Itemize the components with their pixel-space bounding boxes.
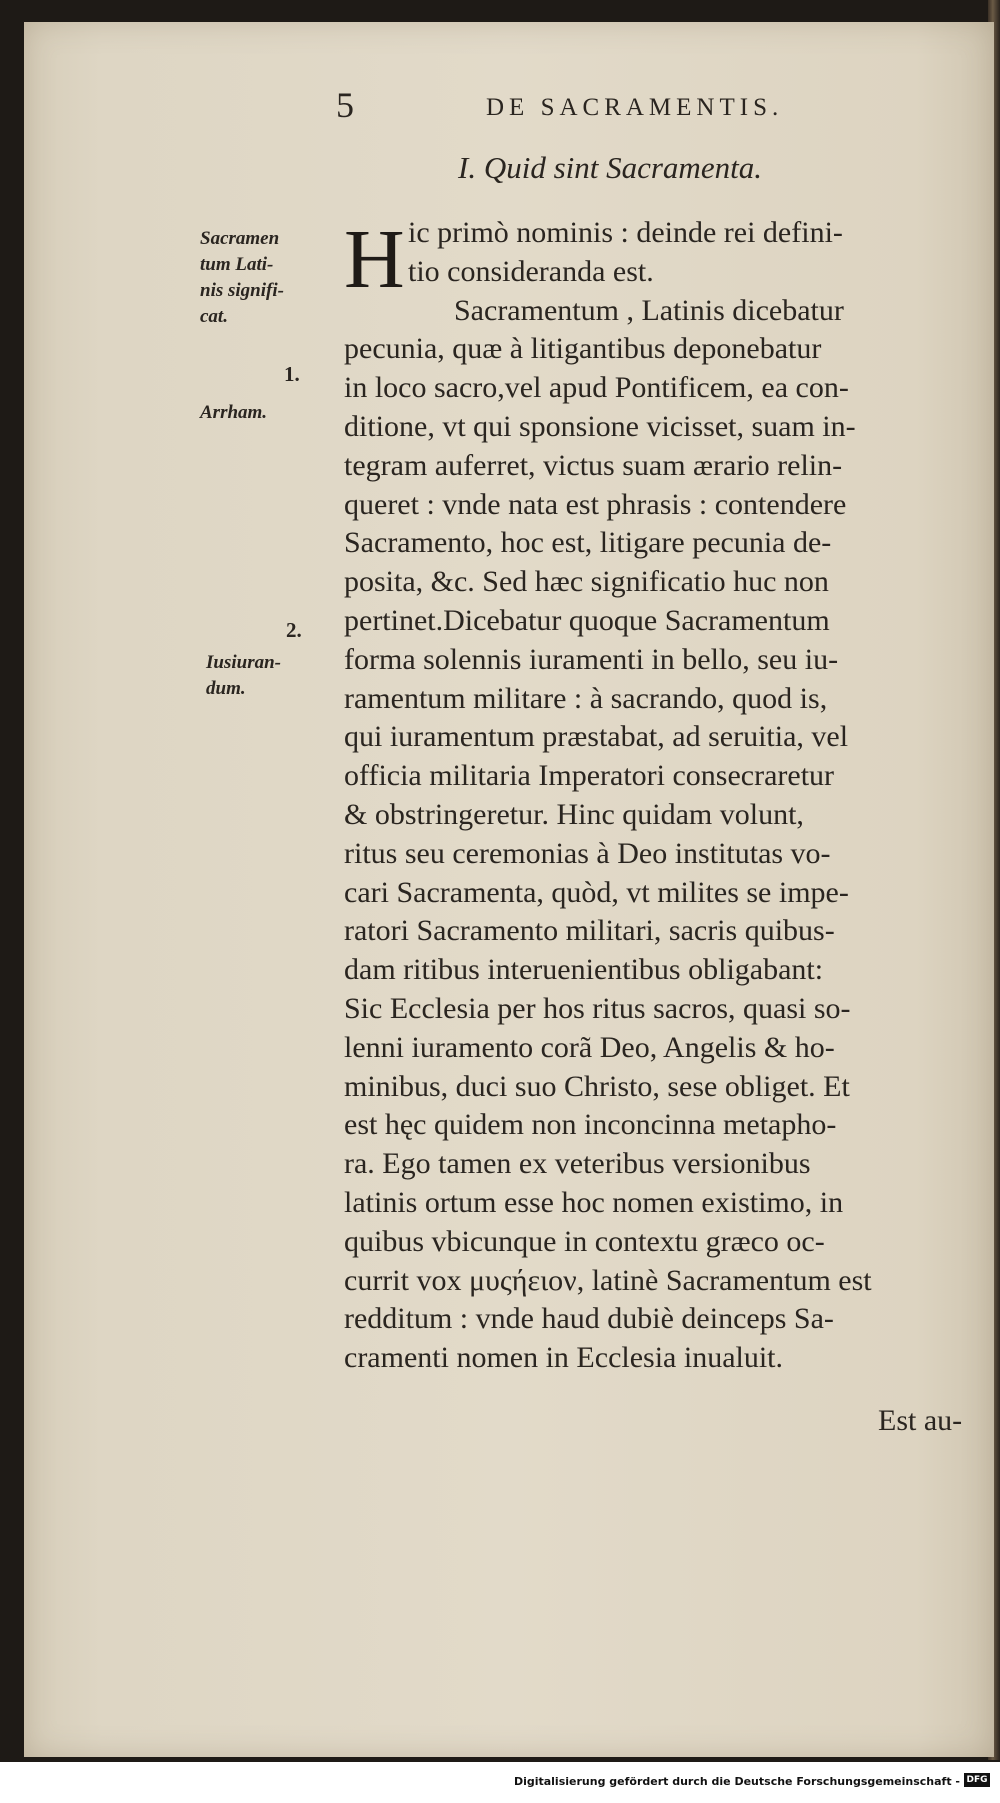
text-line: queret : vnde nata est phrasis : contendere [344, 487, 847, 521]
page-number: 5 [336, 85, 354, 125]
margin-note-arrham: Arrham. [200, 402, 268, 423]
margin-number-2: 2. [286, 618, 302, 642]
margin-note-iusiurandum [206, 650, 281, 702]
margin-number-1: 1. [284, 362, 300, 386]
digitization-credit: Digitalisierung gefördert durch die Deutsche Forschungsgemeinschaft - [513, 1775, 960, 1788]
text-line: posita, &c. Sed hæc significatio huc non [344, 565, 829, 599]
text-line: ditione, vt qui sponsione vicisset, suam in- [344, 409, 856, 443]
text-line: quibus vbicunque in contextu græco oc- [344, 1224, 825, 1258]
text-line: cari Sacramenta, quòd, vt milites se impe- [344, 875, 849, 909]
catchword: Est au- [878, 1404, 963, 1437]
text-line: redditum : vnde haud dubiè deinceps Sa- [344, 1302, 834, 1336]
text-line: est hęc quidem non inconcinna metapho- [344, 1108, 837, 1142]
text-line: ratori Sacramento militari, sacris quibus- [344, 914, 835, 948]
margin-note-sacramentum [200, 226, 284, 330]
section-heading: I. Quid sint Sacramenta. [458, 150, 762, 185]
text-line: & obstringeretur. Hinc quidam volunt, [344, 797, 804, 831]
margin-note-line: tum Lati- [200, 254, 274, 275]
margin-note-line: cat. [200, 306, 228, 327]
margin-note-line: nis signifi- [200, 280, 284, 301]
text-line: ic primò nominis : deinde rei defini- [408, 216, 843, 249]
text-line: Sic Ecclesia per hos ritus sacros, quasi so- [344, 991, 851, 1025]
text-line: minibus, duci suo Christo, sese obliget. Et [344, 1069, 850, 1103]
text-line: tegram auferret, victus suam ærario relin- [344, 448, 843, 482]
text-line: officia militaria Imperatori consecraretur [344, 759, 835, 793]
text-line: cramenti nomen in Ecclesia inualuit. [344, 1341, 784, 1375]
running-head: DE SACRAMENTIS. [486, 94, 784, 121]
margin-note-line: dum. [206, 678, 246, 699]
text-line: currit vox μυςήειον, latinè Sacramentum est [344, 1263, 872, 1297]
text-line: pecunia, quæ à litigantibus deponebatur [344, 332, 822, 366]
drop-cap: H [344, 213, 405, 306]
text-line: Sacramentum , Latinis dicebatur [454, 293, 844, 327]
text-line: dam ritibus interuenientibus obligabant: [344, 953, 824, 987]
text-line: latinis ortum esse hoc nomen existimo, in [344, 1185, 844, 1219]
dfg-logo-icon: DFG [964, 1773, 990, 1787]
text-line: forma solennis iuramenti in bello, seu iu- [344, 642, 839, 676]
text-line: pertinet.Dicebatur quoque Sacramentum [344, 603, 830, 637]
body-text [344, 214, 944, 1378]
text-line: in loco sacro,vel apud Pontificem, ea con- [344, 371, 849, 405]
margin-note-line: Sacramen [200, 228, 280, 249]
text-line: ritus seu ceremonias à Deo institutas vo- [344, 836, 831, 870]
text-line: tio consideranda est. [408, 254, 654, 288]
text-line: qui iuramentum præstabat, ad seruitia, vel [344, 720, 849, 754]
text-line: ra. Ego tamen ex veteribus versionibus [344, 1147, 811, 1181]
text-line: Sacramento, hoc est, litigare pecunia de- [344, 526, 832, 560]
text-line: lenni iuramento corã Deo, Angelis & ho- [344, 1030, 835, 1064]
margin-note-line: Iusiuran- [206, 652, 281, 673]
text-line: ramentum militare : à sacrando, quod is, [344, 681, 828, 715]
